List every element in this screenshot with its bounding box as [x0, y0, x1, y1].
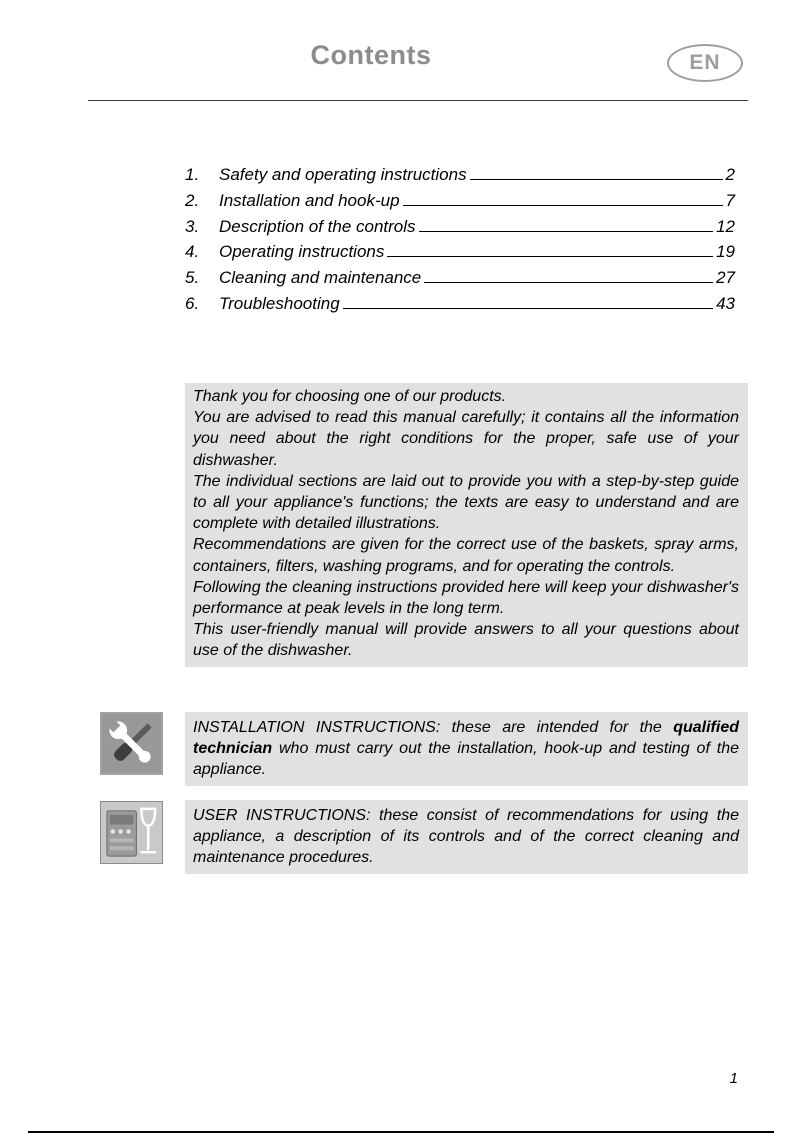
- toc-entry-safety: [185, 165, 735, 191]
- toc-entry-page: 19: [716, 242, 735, 262]
- toc-entry-number: 6.: [185, 293, 200, 313]
- intro-text-box: [185, 383, 748, 667]
- page-title: Contents: [310, 40, 432, 70]
- installation-note-text: INSTALLATION INSTRUCTIONS: these are intended for the: [193, 719, 674, 736]
- language-badge: [667, 44, 743, 82]
- user-note-text: USER INSTRUCTIONS: these consist of recommendations for using the appliance, a description of its controls and of the correct cleaning and maintenance procedures.: [193, 807, 739, 866]
- toc-entry-number: 2.: [185, 190, 200, 210]
- table-of-contents: [185, 165, 735, 320]
- toc-entry-label: Description of the controls: [219, 216, 416, 236]
- toc-entry-operating: [185, 242, 735, 268]
- toc-entry-label: Cleaning and maintenance: [219, 268, 422, 288]
- toc-entry-number: 5.: [185, 268, 200, 288]
- toc-entry-cleaning: [185, 268, 735, 294]
- toc-entry-number: 1.: [185, 165, 200, 184]
- footer-divider: [28, 1131, 774, 1133]
- toc-entry-page: 7: [725, 190, 735, 210]
- toc-leader-line: [403, 193, 723, 206]
- toc-entry-label: Safety and operating instructions: [219, 165, 467, 184]
- intro-paragraph: The individual sections are laid out to provide you with a step-by-step guide to all your appliance's functions; the texts are easy to understand and are complete with detailed illustrations.: [193, 472, 739, 533]
- toc-entry-label: Installation and hook-up: [219, 190, 400, 210]
- installation-instructions-note: [185, 712, 748, 786]
- toc-entry-number: 3.: [185, 216, 200, 236]
- language-badge-label: EN: [689, 51, 721, 74]
- intro-paragraph: You are advised to read this manual carefully; it contains all the information you need about the right conditions for the proper, safe use of your dishwasher.: [193, 409, 739, 469]
- toc-entry-label: Troubleshooting: [219, 293, 340, 313]
- toc-entry-page: 27: [716, 268, 735, 288]
- page-number: 1: [729, 1070, 738, 1087]
- tools-icon: [100, 712, 163, 775]
- toc-entry-troubleshooting: [185, 294, 735, 320]
- toc-leader-line: [470, 167, 723, 180]
- toc-entry-controls: [185, 217, 735, 243]
- toc-leader-line: [343, 296, 713, 309]
- installation-note-bold: qualified technician: [193, 719, 739, 757]
- toc-entry-page: 2: [725, 165, 735, 184]
- intro-paragraph: Following the cleaning instructions provided here will keep your dishwasher's performance at peak levels in the long term.: [193, 578, 739, 618]
- user-instructions-note: [185, 800, 748, 874]
- toc-entry-page: 43: [716, 293, 735, 313]
- toc-leader-line: [424, 270, 713, 283]
- header-divider: [88, 100, 748, 101]
- intro-paragraph: Thank you for choosing one of our products.: [193, 388, 507, 405]
- toc-entry-page: 12: [716, 216, 735, 236]
- toc-leader-line: [387, 244, 713, 257]
- toc-leader-line: [419, 219, 714, 232]
- installation-note-text: who must carry out the installation, hook-up and testing of the appliance.: [193, 740, 739, 778]
- intro-paragraph: This user-friendly manual will provide answers to all your questions about use of the dishwasher.: [193, 621, 739, 660]
- dishwasher-panel-icon: [100, 801, 163, 864]
- toc-entry-number: 4.: [185, 242, 200, 262]
- intro-paragraph: Recommendations are given for the correct use of the baskets, spray arms, containers, filters, washing programs, and for operating the controls.: [193, 536, 739, 575]
- toc-entry-label: Operating instructions: [219, 242, 385, 262]
- toc-entry-installation: [185, 191, 735, 217]
